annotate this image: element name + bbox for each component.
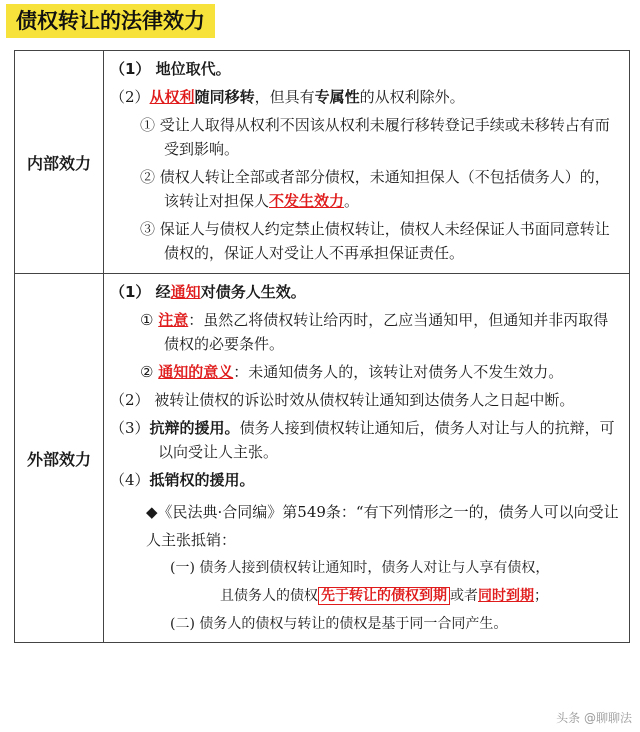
external-line-2: ① 注意：虽然乙将债权转让给丙时，乙应当通知甲，但通知并非丙取得债权的必要条件。 <box>140 311 609 353</box>
external-line-5: （3）抗辩的援用。债务人接到债权转让通知后，债务人对让与人的抗辩，可以向受让人主张。 <box>110 419 615 461</box>
internal-line-1: （1） 地位取代。 <box>110 60 231 78</box>
external-line-1: （1） 经通知对债务人生效。 <box>110 283 306 301</box>
effects-table <box>14 50 630 643</box>
watermark: 头条 @聊聊法 <box>556 711 632 725</box>
article-clause-1: (一) 债务人接到债权转让通知时，债务人对让与人享有债权， <box>170 560 550 576</box>
external-line-4: （2） 被转让债权的诉讼时效从债权转让通知到达债务人之日起中断。 <box>110 391 575 409</box>
internal-line-2: （2）从权利随同移转，但具有专属性的从权利除外。 <box>110 88 465 106</box>
highlight-notice: 通知 <box>170 283 201 301</box>
highlight-no-effect: 不发生效力 <box>269 192 345 210</box>
internal-line-4: ② 债权人转让全部或者部分债权，未通知担保人（不包括债务人）的，该转让对担保人不发生效力。 <box>140 168 610 210</box>
highlight-notice-meaning: 通知的意义 <box>158 363 234 381</box>
page-title: 债权转让的法律效力 <box>6 4 215 38</box>
internal-body <box>104 51 630 274</box>
internal-label: 内部效力 <box>15 51 104 274</box>
highlight-earlier-due: 先于转让的债权到期 <box>318 587 450 605</box>
article-clause-2: (二) 债务人的债权与转让的债权是基于同一合同产生。 <box>170 616 508 632</box>
article-clause-1-cont: 且债务人的债权 先于转让的债权到期 或者同时到期； <box>220 588 548 604</box>
external-line-6: （4）抵销权的援用。 <box>110 471 255 489</box>
highlight-from-right: 从权利 <box>149 88 195 106</box>
civil-code-article: ◆《民法典·合同编》第549条：“有下列情形之一的，债务人可以向受让人主张抵销： <box>146 503 619 549</box>
internal-line-3: ① 受让人取得从权利不因该从权利未履行移转登记手续或未移转占有而受到影响。 <box>140 116 610 158</box>
highlight-attention: 注意 <box>158 311 189 329</box>
external-row <box>15 274 630 643</box>
external-line-3: ② 通知的意义：未通知债务人的，该转让对债务人不发生效力。 <box>140 363 564 381</box>
external-label: 外部效力 <box>15 274 104 643</box>
internal-line-5: ③ 保证人与债权人约定禁止债权转让，债权人未经保证人书面同意转让债权的，保证人对受让人不再承担保证责任。 <box>140 220 610 262</box>
external-body <box>104 274 630 643</box>
internal-row <box>15 51 630 274</box>
highlight-same-due: 同时到期 <box>478 588 534 604</box>
